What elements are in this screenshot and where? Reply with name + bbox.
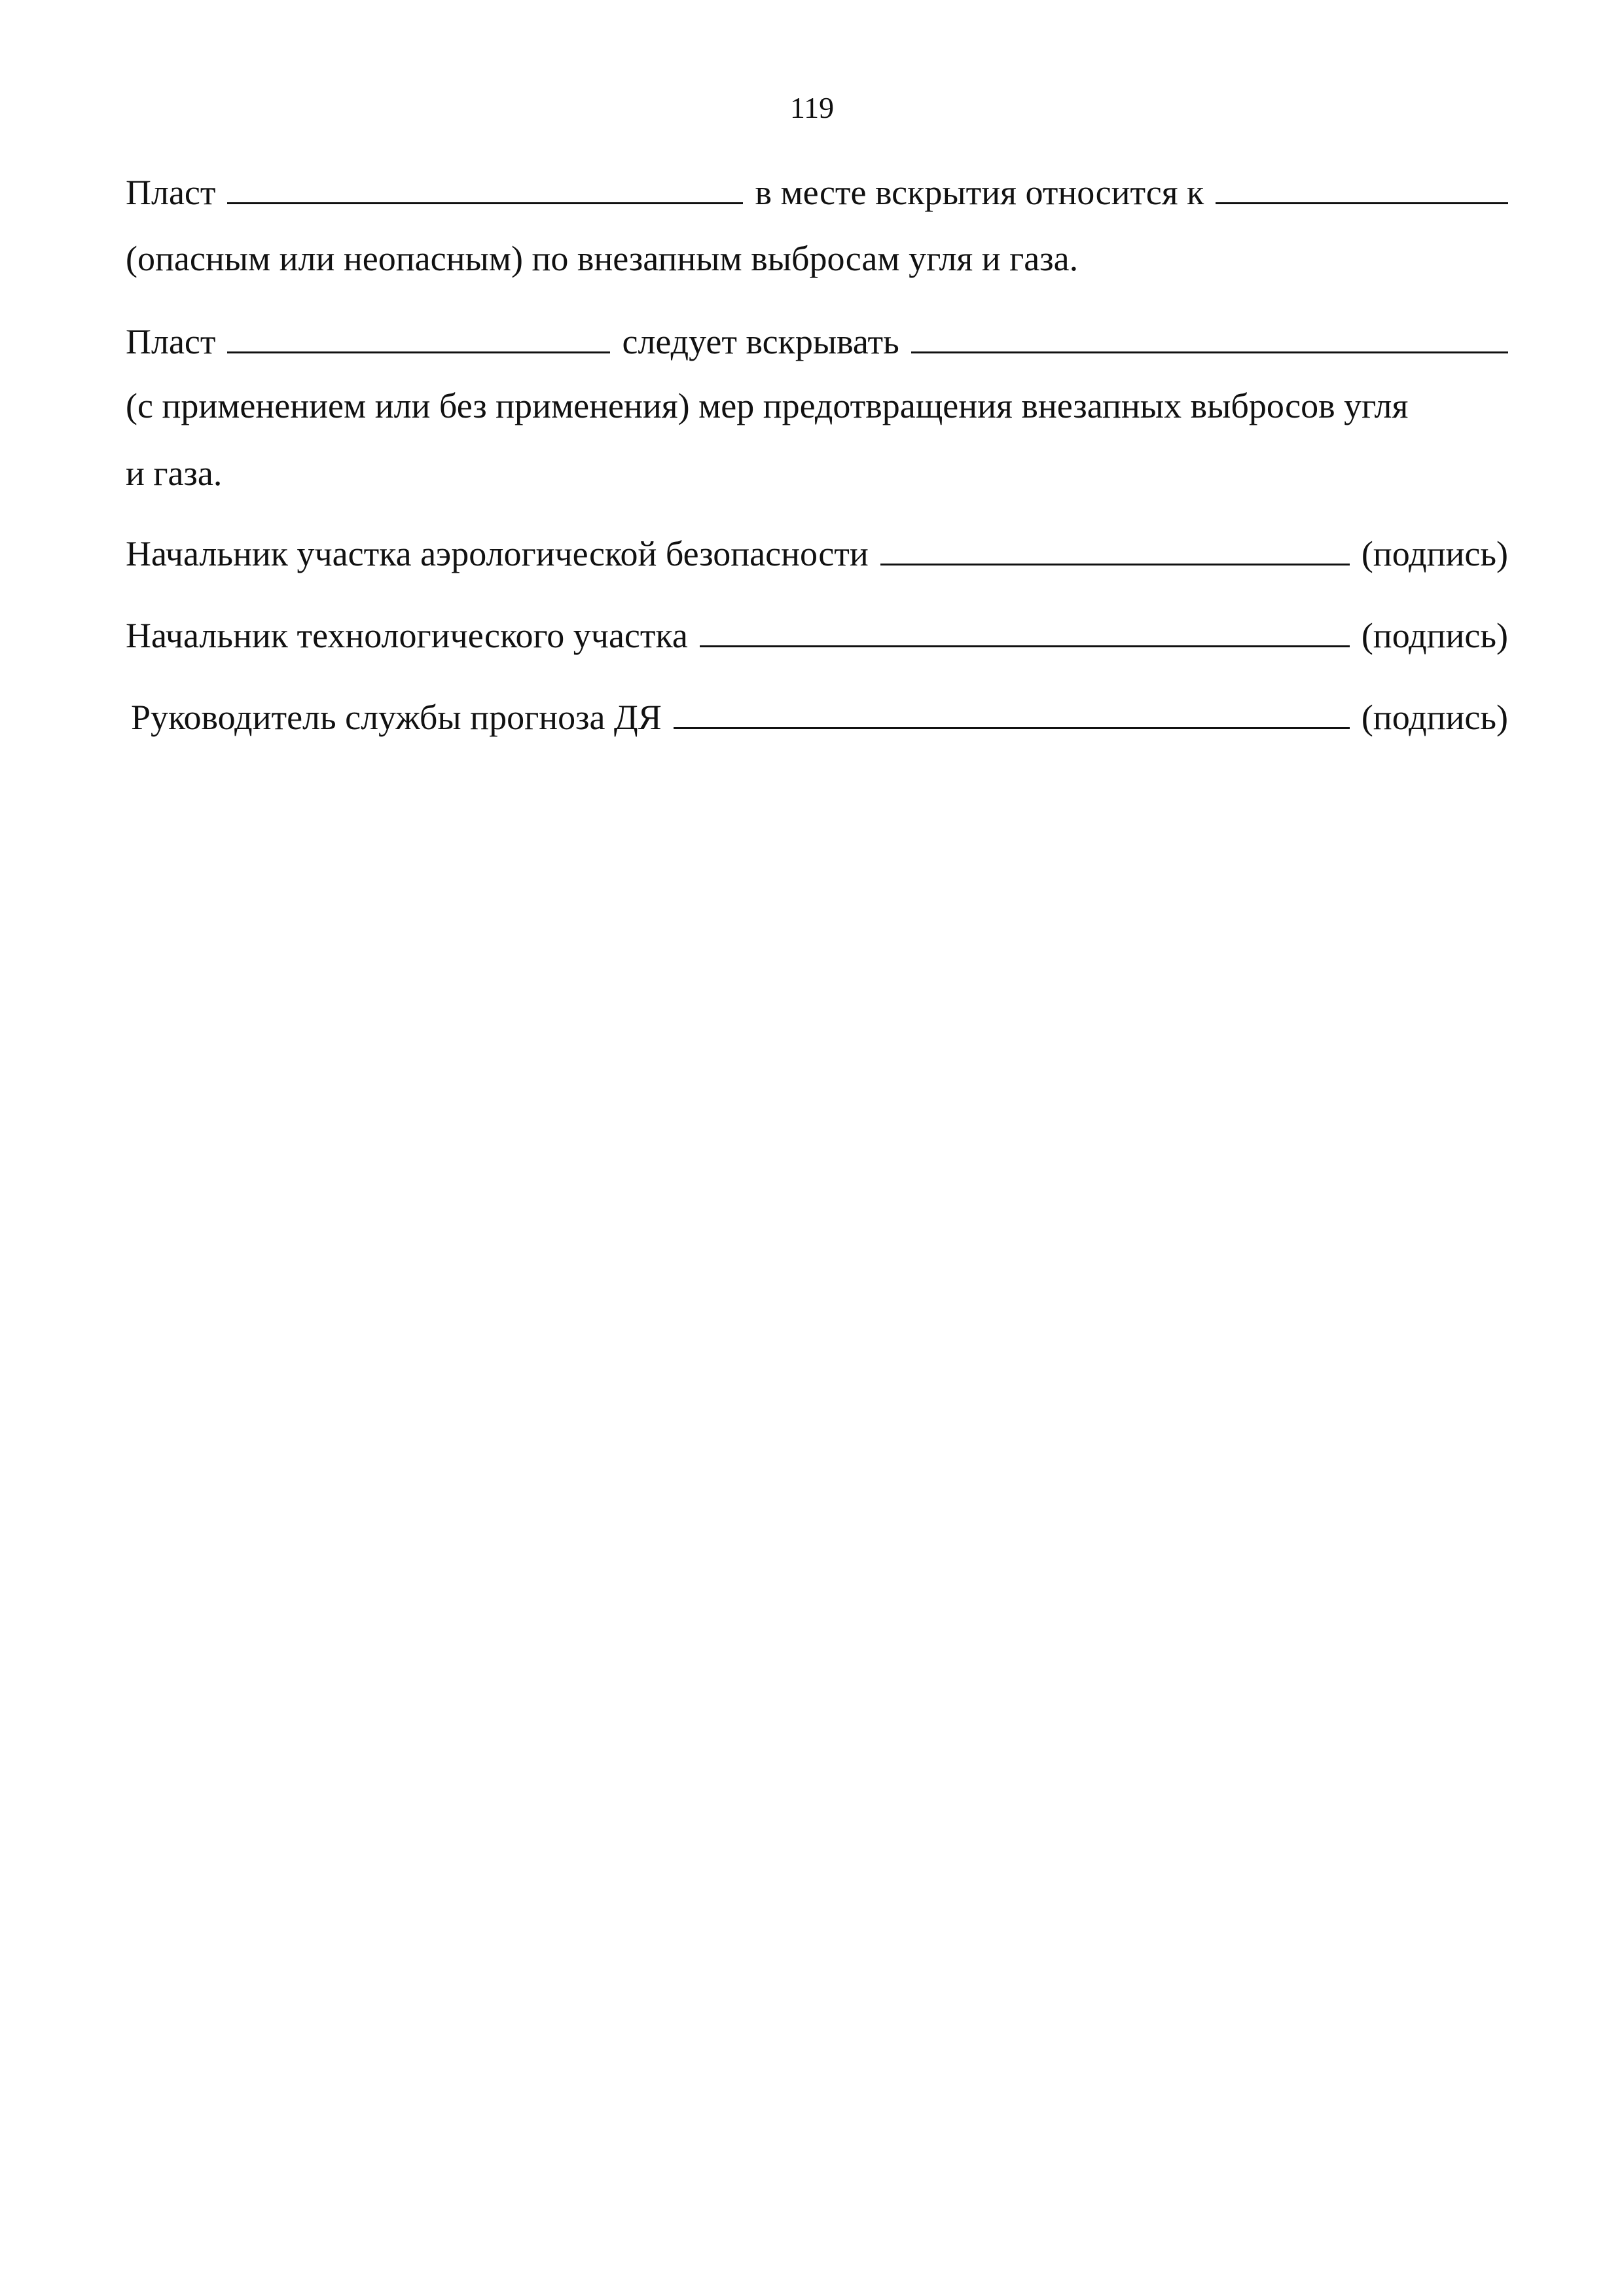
block1-prefix: Пласт <box>126 173 216 212</box>
signature-field-aerology[interactable] <box>880 528 1350 565</box>
signature-field-forecast[interactable] <box>674 692 1350 729</box>
block1-line2: (опасным или неопасным) по внезапным выбросам угля и газа. <box>126 239 1079 278</box>
signature-row-forecast <box>131 692 1508 738</box>
seam-name-field-2[interactable] <box>227 316 610 353</box>
signature-hint: (подпись) <box>1361 616 1508 655</box>
signature-hint: (подпись) <box>1361 698 1508 737</box>
signature-title: Руководитель службы прогноза ДЯ <box>131 698 662 737</box>
signature-row-technology <box>126 610 1508 656</box>
signature-hint: (подпись) <box>1361 534 1508 573</box>
signature-title: Начальник участка аэрологической безопасности <box>126 534 869 573</box>
signature-title: Начальник технологического участка <box>126 616 688 655</box>
block2-line2: (с применением или без применения) мер предотвращения внезапных выбросов угля <box>126 386 1409 425</box>
seam-name-field-1[interactable] <box>227 167 743 204</box>
page-number: 119 <box>789 91 835 124</box>
block2-line3: и газа. <box>126 454 223 493</box>
block1-middle: в месте вскрытия относится к <box>755 173 1204 212</box>
block1-line1 <box>126 167 1508 213</box>
hazard-class-field[interactable] <box>1216 167 1508 204</box>
block2-prefix: Пласт <box>126 322 216 361</box>
opening-method-field[interactable] <box>911 316 1508 353</box>
signature-row-aerology <box>126 528 1508 574</box>
signature-field-technology[interactable] <box>700 610 1350 647</box>
block2-middle: следует вскрывать <box>622 322 899 361</box>
block2-line1 <box>126 316 1508 362</box>
